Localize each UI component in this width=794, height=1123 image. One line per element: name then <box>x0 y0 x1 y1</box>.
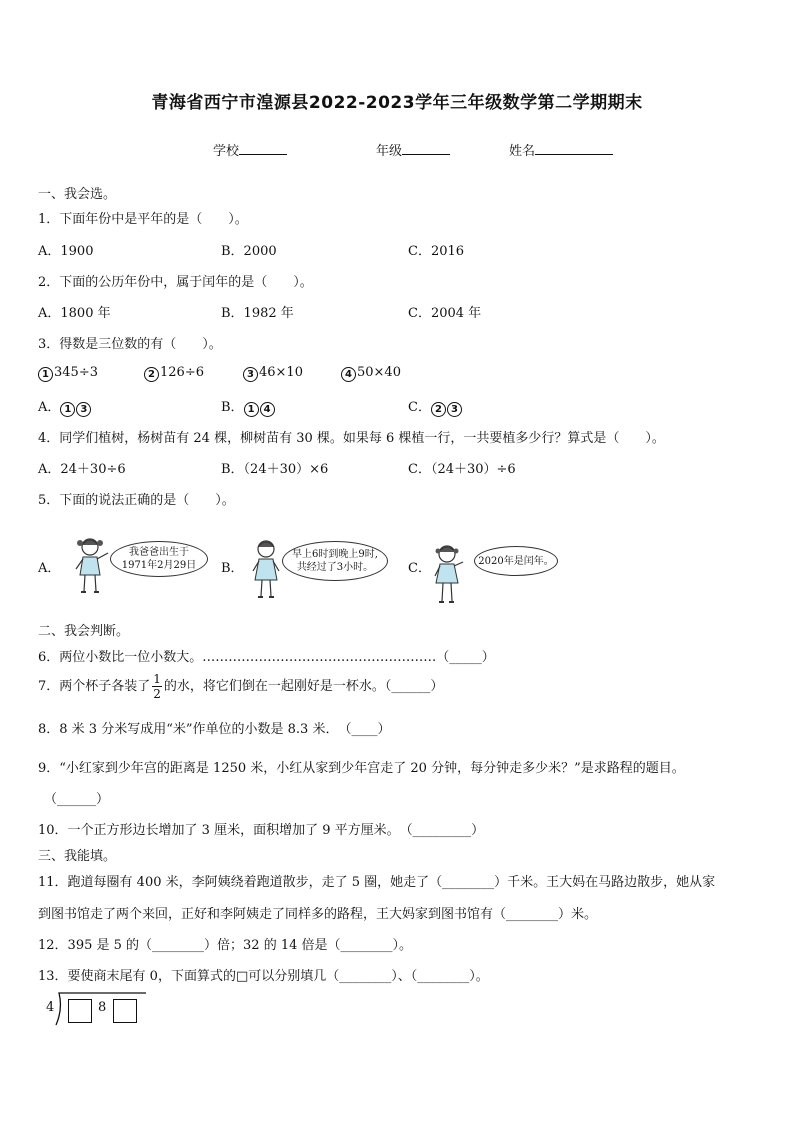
school-blank[interactable] <box>239 140 287 155</box>
name-blank[interactable] <box>535 140 613 155</box>
question-1-stem: 1．下面年份中是平年的是（ ）。 <box>38 212 248 227</box>
question-4-option-a[interactable]: A．24＋30÷6 <box>38 462 126 477</box>
question-1-option-b[interactable]: B．2000 <box>221 244 277 259</box>
question-3-item-1: 1 345÷3 <box>38 365 98 382</box>
name-field: 姓名 <box>509 140 613 159</box>
question-3-option-b[interactable]: B． 1 4 <box>221 396 276 417</box>
question-2-option-c[interactable]: C．2004 年 <box>408 306 482 321</box>
circled-number: 1 <box>60 402 75 417</box>
question-7: 7．两个杯子各装了 $\frac{1}{2}$ 的水，将它们倒在一起刚好是一杯水。（______） <box>38 672 444 701</box>
speech-bubble-c: 2020年是闰年。 <box>474 546 558 576</box>
circled-number: 1 <box>38 367 53 382</box>
question-6: 6．两位小数比一位小数大。………………………………………………（_____） <box>38 650 495 665</box>
grade-blank[interactable] <box>402 140 450 155</box>
question-4-option-b[interactable]: B．（24＋30）×6 <box>221 462 329 477</box>
question-9-line-1: 9．“小红家到少年宫的距离是 1250 米，小红从家到少年宫走了 20 分钟，每分钟走多少米？”是求路程的题目。 <box>38 761 685 776</box>
question-11-line-2: 到图书馆走了两个来回，正好和李阿姨走了同样多的路程，王大妈家到图书馆有（________）米。 <box>38 907 598 922</box>
question-3-item-4: 4 50×40 <box>341 365 401 382</box>
question-5-stem: 5．下面的说法正确的是（ ）。 <box>38 493 235 508</box>
divisor: 4 <box>46 1000 55 1015</box>
circled-number: 2 <box>431 402 446 417</box>
section-heading-3: 三、我能填。 <box>38 849 117 864</box>
question-3-item-3: 3 46×10 <box>243 365 303 382</box>
girl-illustration-icon <box>431 543 465 607</box>
question-2-option-a[interactable]: A．1800 年 <box>38 306 111 321</box>
circled-number: 3 <box>243 367 258 382</box>
question-13: 13．要使商末尾有 0，下面算式的□可以分别填几（________）、（________）。 <box>38 969 489 984</box>
girl-illustration-icon <box>248 538 284 602</box>
fraction: $\frac{1}{2}$ <box>153 672 161 701</box>
question-3-option-a[interactable]: A． 1 3 <box>38 396 92 417</box>
question-8: 8．8 米 3 分米写成用“米”作单位的小数是 8.3 米． （____） <box>38 722 391 737</box>
dividend-digit: 8 <box>98 1000 107 1015</box>
blank-box-2[interactable] <box>113 999 137 1023</box>
circled-number: 3 <box>76 402 91 417</box>
question-12: 12．395 是 5 的（________）倍；32 的 14 倍是（________）。 <box>38 938 413 953</box>
question-9-line-2: （______） <box>44 792 110 807</box>
question-5-option-b-label[interactable]: B． <box>221 561 244 576</box>
question-2-option-b[interactable]: B．1982 年 <box>221 306 294 321</box>
circled-number: 1 <box>244 402 259 417</box>
school-field: 学校 <box>213 140 287 159</box>
question-1-option-c[interactable]: C．2016 <box>408 244 465 259</box>
section-heading-1: 一、我会选。 <box>38 187 117 202</box>
question-3-stem: 3．得数是三位数的有（ ）。 <box>38 337 222 352</box>
question-1-option-a[interactable]: A．1900 <box>38 244 94 259</box>
question-3-option-c[interactable]: C． 2 3 <box>408 396 463 417</box>
question-4-option-c[interactable]: C．（24＋30）÷6 <box>408 462 516 477</box>
girl-illustration-icon <box>70 535 110 597</box>
blank-box-1[interactable] <box>68 999 92 1023</box>
speech-bubble-b: 早上6时到晚上9时, 共经过了3小时。 <box>282 541 388 581</box>
question-10: 10．一个正方形边长增加了 3 厘米，面积增加了 9 平方厘米。 （_________） <box>38 823 485 838</box>
speech-bubble-a: 我爸爸出生于 1971年2月29日 <box>110 541 208 577</box>
circled-number: 3 <box>447 402 462 417</box>
circled-number: 4 <box>260 402 275 417</box>
page-title: 青海省西宁市湟源县2022-2023学年三年级数学第二学期期末 <box>151 93 643 113</box>
question-11-line-1: 11．跑道每圈有 400 米，李阿姨绕着跑道散步，走了 5 圈，她走了（________）千米。王大妈在马路边散步，她从家 <box>38 875 716 890</box>
question-3-item-2: 2 126÷6 <box>144 365 204 382</box>
circled-number: 4 <box>341 367 356 382</box>
question-5-option-c-label[interactable]: C． <box>408 561 431 576</box>
grade-field: 年级 <box>376 140 450 159</box>
question-5-option-a-label[interactable]: A． <box>38 561 61 576</box>
circled-number: 2 <box>144 367 159 382</box>
question-4-stem: 4．同学们植树，杨树苗有 24 棵，柳树苗有 30 棵。如果每 6 棵植一行，一共要植多少行？算式是（ ）。 <box>38 431 665 446</box>
question-2-stem: 2．下面的公历年份中，属于闰年的是（ ）。 <box>38 275 313 290</box>
section-heading-2: 二、我会判断。 <box>38 624 130 639</box>
